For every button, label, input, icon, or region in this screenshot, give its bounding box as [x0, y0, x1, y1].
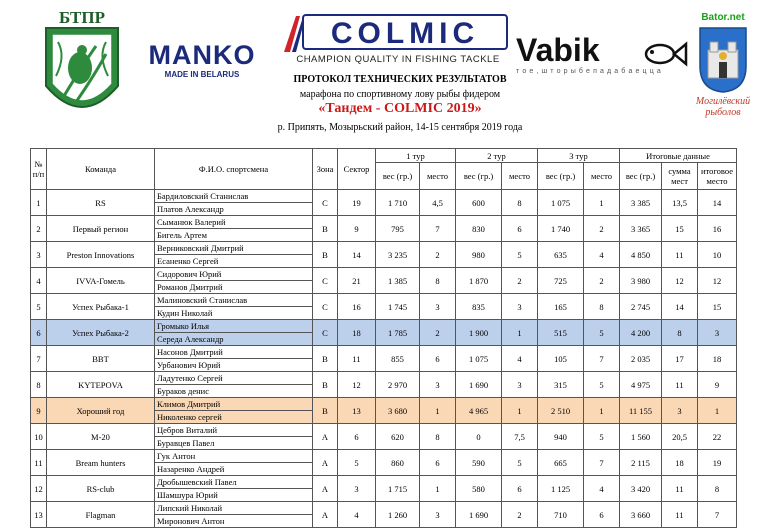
athlete-name-1: Ладутенко Сергей: [155, 372, 312, 385]
header-tour3: 3 тур: [538, 149, 620, 163]
sector: 12: [338, 372, 376, 398]
team-name: BBT: [47, 346, 155, 372]
athlete-name-1: Дробышевский Павел: [155, 476, 312, 489]
colmic-brand: COLMIC: [302, 14, 508, 50]
sum-places: 17: [662, 346, 698, 372]
team-name: RS-club: [47, 476, 155, 502]
team-name: KYTEPOVA: [47, 372, 155, 398]
table-row: [31, 476, 737, 502]
header-final-place: итоговое место: [698, 163, 737, 190]
place-tour1: 4,5: [420, 190, 456, 216]
place-tour1: 3: [420, 502, 456, 528]
athlete-name-2: Кудин Николай: [157, 308, 213, 318]
weight-tour2: 830: [456, 216, 502, 242]
weight-tour2: 980: [456, 242, 502, 268]
weight-total: 3 385: [620, 190, 662, 216]
athlete-name-2: Романов Дмитрий: [157, 282, 223, 292]
weight-tour2: 590: [456, 450, 502, 476]
zone: B: [313, 398, 338, 424]
place-tour2: 7,5: [502, 424, 538, 450]
athlete-names: [155, 268, 313, 294]
athlete-names: [155, 450, 313, 476]
athlete-name-1: Громыко Илья: [155, 320, 312, 333]
header-team: Команда: [47, 149, 155, 190]
place-tour3: 5: [584, 424, 620, 450]
final-place: 15: [698, 294, 737, 320]
athlete-name-2: Платов Александр: [157, 204, 224, 214]
header-totals: Итоговые данные: [620, 149, 737, 163]
place-tour3: 5: [584, 372, 620, 398]
row-number: 13: [31, 502, 47, 528]
header-sector: Сектор: [338, 149, 376, 190]
mogilev-caption-line2: рыболов: [705, 107, 741, 118]
table-row: [31, 398, 737, 424]
place-tour3: 6: [584, 502, 620, 528]
final-place: 12: [698, 268, 737, 294]
zone: A: [313, 424, 338, 450]
weight-total: 3 420: [620, 476, 662, 502]
weight-tour2: 835: [456, 294, 502, 320]
table-row: [31, 450, 737, 476]
sector: 6: [338, 424, 376, 450]
athlete-name-1: Гук Антон: [155, 450, 312, 463]
athlete-name-1: Насонов Дмитрий: [155, 346, 312, 359]
table-row: [31, 502, 737, 528]
place-tour1: 6: [420, 346, 456, 372]
athlete-name-1: Сидорович Юрий: [155, 268, 312, 281]
sum-places: 14: [662, 294, 698, 320]
document-subtitle: марафона по спортивному лову рыбы фидером: [299, 89, 501, 100]
zone: B: [313, 372, 338, 398]
athlete-names: [155, 372, 313, 398]
place-tour2: 2: [502, 502, 538, 528]
weight-tour3: 315: [538, 372, 584, 398]
header-weight-3: вес (гр.): [538, 163, 584, 190]
team-name: RS: [47, 190, 155, 216]
colmic-logo: [282, 14, 514, 72]
final-place: 14: [698, 190, 737, 216]
place-tour1: 6: [420, 450, 456, 476]
zone: A: [313, 502, 338, 528]
weight-tour3: 165: [538, 294, 584, 320]
weight-tour1: 3 235: [376, 242, 420, 268]
team-name: Успех Рыбака-1: [47, 294, 155, 320]
header-place-2: место: [502, 163, 538, 190]
place-tour2: 6: [502, 216, 538, 242]
table-row: [31, 242, 737, 268]
btpr-logo-text: БТПР: [59, 8, 105, 27]
athlete-name-1: Сыманюк Валерий: [155, 216, 312, 229]
athlete-name-2: Бураков денис: [157, 386, 209, 396]
header-place-3: место: [584, 163, 620, 190]
manko-brand: MANKO: [148, 40, 256, 70]
place-tour3: 8: [584, 294, 620, 320]
weight-tour3: 1 125: [538, 476, 584, 502]
athlete-names: [155, 346, 313, 372]
weight-tour3: 515: [538, 320, 584, 346]
weight-tour2: 1 690: [456, 502, 502, 528]
final-place: 8: [698, 476, 737, 502]
document-title: ПРОТОКОЛ ТЕХНИЧЕСКИХ РЕЗУЛЬТАТОВ: [293, 74, 507, 85]
place-tour1: 7: [420, 216, 456, 242]
sum-places: 20,5: [662, 424, 698, 450]
zone: C: [313, 268, 338, 294]
row-number: 1: [31, 190, 47, 216]
weight-total: 3 660: [620, 502, 662, 528]
manko-sub: MADE IN BELARUS: [164, 70, 240, 79]
sum-places: 13,5: [662, 190, 698, 216]
weight-tour2: 1 690: [456, 372, 502, 398]
weight-tour1: 860: [376, 450, 420, 476]
weight-tour1: 795: [376, 216, 420, 242]
sector: 11: [338, 346, 376, 372]
place-tour3: 2: [584, 268, 620, 294]
weight-total: 2 035: [620, 346, 662, 372]
sum-places: 12: [662, 268, 698, 294]
sum-places: 3: [662, 398, 698, 424]
table-row: [31, 346, 737, 372]
header-place-1: место: [420, 163, 456, 190]
place-tour1: 8: [420, 268, 456, 294]
sum-places: 11: [662, 372, 698, 398]
sector: 18: [338, 320, 376, 346]
athlete-name-1: Липский Николай: [155, 502, 312, 515]
final-place: 1: [698, 398, 737, 424]
weight-tour3: 1 740: [538, 216, 584, 242]
zone: A: [313, 450, 338, 476]
row-number: 11: [31, 450, 47, 476]
place-tour2: 4: [502, 346, 538, 372]
place-tour3: 5: [584, 320, 620, 346]
place-tour3: 1: [584, 190, 620, 216]
table-row: [31, 424, 737, 450]
coat-of-arms-icon: [698, 26, 748, 94]
final-place: 9: [698, 372, 737, 398]
sector: 9: [338, 216, 376, 242]
final-place: 10: [698, 242, 737, 268]
zone: B: [313, 346, 338, 372]
header-weight-1: вес (гр.): [376, 163, 420, 190]
table-row: [31, 216, 737, 242]
bator-site: Bator.net: [701, 12, 745, 23]
sector: 13: [338, 398, 376, 424]
team-name: Preston Innovations: [47, 242, 155, 268]
table-row: [31, 372, 737, 398]
place-tour3: 7: [584, 450, 620, 476]
weight-tour2: 1 900: [456, 320, 502, 346]
row-number: 5: [31, 294, 47, 320]
sector: 19: [338, 190, 376, 216]
athlete-name-1: Цебров Виталий: [155, 424, 312, 437]
athlete-name-2: Урбанович Юрий: [157, 360, 221, 370]
athlete-names: [155, 476, 313, 502]
header-sum-places: сумма мест: [662, 163, 698, 190]
sum-places: 15: [662, 216, 698, 242]
athlete-names: [155, 190, 313, 216]
weight-tour2: 0: [456, 424, 502, 450]
weight-tour2: 1 075: [456, 346, 502, 372]
fish-icon: [640, 40, 688, 68]
mogilev-caption: [690, 96, 756, 118]
athlete-names: [155, 294, 313, 320]
row-number: 2: [31, 216, 47, 242]
mogilev-logo: [690, 12, 756, 124]
weight-tour2: 580: [456, 476, 502, 502]
place-tour3: 4: [584, 476, 620, 502]
place-tour2: 3: [502, 372, 538, 398]
sum-places: 11: [662, 502, 698, 528]
place-tour2: 2: [502, 268, 538, 294]
athlete-names: [155, 502, 313, 528]
table-row: [31, 294, 737, 320]
weight-tour2: 4 965: [456, 398, 502, 424]
place-tour3: 7: [584, 346, 620, 372]
header-weight-2: вес (гр.): [456, 163, 502, 190]
weight-tour1: 855: [376, 346, 420, 372]
athlete-name-1: Малиновский Станислав: [155, 294, 312, 307]
team-name: Flagman: [47, 502, 155, 528]
header-num: № п/п: [31, 149, 47, 190]
weight-total: 2 115: [620, 450, 662, 476]
row-number: 8: [31, 372, 47, 398]
team-name: Первый регион: [47, 216, 155, 242]
athlete-names: [155, 320, 313, 346]
place-tour2: 1: [502, 398, 538, 424]
place-tour2: 3: [502, 294, 538, 320]
weight-total: 4 975: [620, 372, 662, 398]
weight-tour3: 105: [538, 346, 584, 372]
weight-tour3: 710: [538, 502, 584, 528]
table-body: [31, 190, 737, 528]
athlete-names: [155, 398, 313, 424]
athlete-name-2: Миронович Антон: [157, 516, 225, 526]
weight-tour1: 1 385: [376, 268, 420, 294]
row-number: 3: [31, 242, 47, 268]
zone: C: [313, 190, 338, 216]
athlete-name-2: Николенко сергей: [157, 412, 222, 422]
weight-tour3: 665: [538, 450, 584, 476]
final-place: 3: [698, 320, 737, 346]
document-header: [0, 0, 768, 146]
zone: B: [313, 216, 338, 242]
team-name: М-20: [47, 424, 155, 450]
weight-tour1: 2 970: [376, 372, 420, 398]
row-number: 6: [31, 320, 47, 346]
vabik-brand: Vabik: [516, 32, 600, 68]
weight-tour1: 620: [376, 424, 420, 450]
weight-total: 11 155: [620, 398, 662, 424]
weight-total: 3 365: [620, 216, 662, 242]
athlete-name-2: Середа Александр: [157, 334, 224, 344]
place-tour2: 8: [502, 190, 538, 216]
weight-tour1: 1 260: [376, 502, 420, 528]
place-tour2: 5: [502, 242, 538, 268]
sector: 5: [338, 450, 376, 476]
row-number: 12: [31, 476, 47, 502]
colmic-flag-icon: [282, 14, 304, 54]
athlete-name-1: Климов Дмитрий: [155, 398, 312, 411]
athlete-name-1: Верниковский Дмитрий: [155, 242, 312, 255]
team-name: IVVA-Гомель: [47, 268, 155, 294]
final-place: 16: [698, 216, 737, 242]
weight-tour1: 1 745: [376, 294, 420, 320]
sum-places: 11: [662, 476, 698, 502]
final-place: 22: [698, 424, 737, 450]
weight-tour1: 1 785: [376, 320, 420, 346]
zone: B: [313, 242, 338, 268]
zone: C: [313, 294, 338, 320]
weight-tour3: 2 510: [538, 398, 584, 424]
final-place: 7: [698, 502, 737, 528]
weight-tour3: 940: [538, 424, 584, 450]
header-tour1: 1 тур: [376, 149, 456, 163]
row-number: 9: [31, 398, 47, 424]
mogilev-caption-line1: Могилёвский: [695, 96, 751, 107]
header-tour2: 2 тур: [456, 149, 538, 163]
final-place: 18: [698, 346, 737, 372]
weight-total: 3 980: [620, 268, 662, 294]
place-tour1: 3: [420, 372, 456, 398]
sum-places: 8: [662, 320, 698, 346]
athlete-name-2: Буравцев Павел: [157, 438, 215, 448]
place-tour3: 4: [584, 242, 620, 268]
athlete-name-2: Бигель Артем: [157, 230, 207, 240]
table-row: [31, 320, 737, 346]
team-name: Bream hunters: [47, 450, 155, 476]
zone: A: [313, 476, 338, 502]
header-weight-total: вес (гр.): [620, 163, 662, 190]
event-name: «Тандем - COLMIC 2019»: [318, 101, 482, 116]
place-tour3: 2: [584, 216, 620, 242]
weight-tour2: 600: [456, 190, 502, 216]
row-number: 10: [31, 424, 47, 450]
weight-tour3: 725: [538, 268, 584, 294]
athlete-name-2: Есаненко Сергей: [157, 256, 219, 266]
table-header-row: [31, 149, 737, 163]
zone: C: [313, 320, 338, 346]
row-number: 4: [31, 268, 47, 294]
sum-places: 18: [662, 450, 698, 476]
place-tour3: 1: [584, 398, 620, 424]
weight-total: 2 745: [620, 294, 662, 320]
weight-total: 4 850: [620, 242, 662, 268]
vabik-sub: т о е , ш т о р ы б е п а д а б а е ц ц а: [516, 68, 662, 75]
sector: 16: [338, 294, 376, 320]
athlete-name-2: Назаренко Андрей: [157, 464, 225, 474]
athlete-names: [155, 242, 313, 268]
sum-places: 11: [662, 242, 698, 268]
team-name: Успех Рыбака-2: [47, 320, 155, 346]
team-name: Хороший год: [47, 398, 155, 424]
results-table: [30, 148, 737, 528]
header-fio: Ф.И.О. спортсмена: [155, 149, 313, 190]
weight-tour2: 1 870: [456, 268, 502, 294]
sector: 3: [338, 476, 376, 502]
athlete-name-2: Шамшура Юрий: [157, 490, 218, 500]
weight-tour3: 1 075: [538, 190, 584, 216]
weight-tour3: 635: [538, 242, 584, 268]
place-tour2: 5: [502, 450, 538, 476]
weight-tour1: 1 715: [376, 476, 420, 502]
place-tour1: 3: [420, 294, 456, 320]
weight-total: 4 200: [620, 320, 662, 346]
place-tour1: 1: [420, 398, 456, 424]
btpr-logo: [36, 6, 128, 128]
sector: 14: [338, 242, 376, 268]
final-place: 19: [698, 450, 737, 476]
weight-tour1: 1 710: [376, 190, 420, 216]
athlete-names: [155, 424, 313, 450]
athlete-name-1: Бардиловский Станислав: [155, 190, 312, 203]
place-tour1: 2: [420, 242, 456, 268]
place-tour1: 2: [420, 320, 456, 346]
event-location: р. Припять, Мозырьский район, 14-15 сентября 2019 года: [277, 122, 523, 133]
weight-total: 1 560: [620, 424, 662, 450]
sector: 4: [338, 502, 376, 528]
athlete-names: [155, 216, 313, 242]
place-tour1: 8: [420, 424, 456, 450]
table-row: [31, 268, 737, 294]
sector: 21: [338, 268, 376, 294]
table-row: [31, 190, 737, 216]
header-zone: Зона: [313, 149, 338, 190]
row-number: 7: [31, 346, 47, 372]
place-tour1: 1: [420, 476, 456, 502]
place-tour2: 1: [502, 320, 538, 346]
colmic-tagline: CHAMPION QUALITY IN FISHING TACKLE: [296, 54, 500, 65]
weight-tour1: 3 680: [376, 398, 420, 424]
place-tour2: 6: [502, 476, 538, 502]
